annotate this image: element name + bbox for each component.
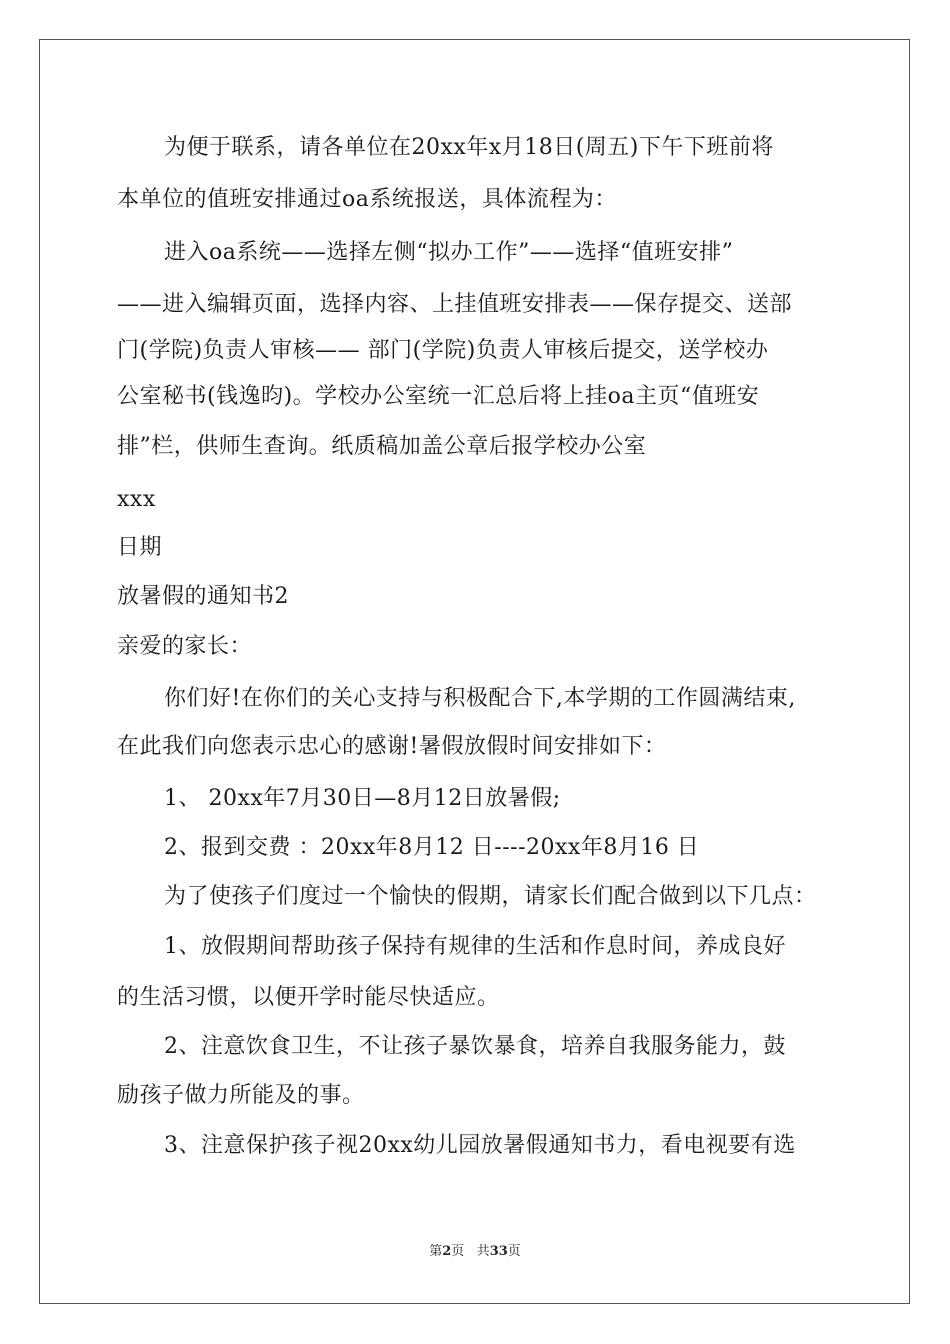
page-prefix: 第 [429, 1244, 443, 1259]
page-border [39, 39, 910, 1304]
paragraph-line: 公室秘书(钱逸昀)。学校办公室统一汇总后将上挂oa主页“值班安 [117, 384, 760, 409]
paragraph-line: 本单位的值班安排通过oa系统报送，具体流程为： [117, 187, 617, 212]
paragraph-line: 为了使孩子们度过一个愉快的假期，请家长们配合做到以下几点： [164, 884, 817, 909]
paragraph-line: 的生活习惯，以便开学时能尽快适应。 [117, 985, 500, 1010]
paragraph-line: 排”栏，供师生查询。纸质稿加盖公章后报学校办公室 [117, 434, 647, 459]
total-prefix: 共 [476, 1244, 490, 1259]
page-suffix: 页 [451, 1244, 465, 1259]
total-suffix: 页 [507, 1244, 521, 1259]
paragraph-line: 在此我们向您表示忠心的感谢!暑假放假时间安排如下： [117, 734, 667, 759]
signature-name: xxx [117, 487, 156, 512]
list-item: 1、放假期间帮助孩子保持有规律的生活和作息时间，养成良好 [164, 934, 786, 959]
paragraph-line: 励孩子做力所能及的事。 [117, 1083, 365, 1108]
signature-date: 日期 [117, 535, 163, 560]
paragraph-line: 门(学院)负责人审核—— 部门(学院)负责人审核后提交，送学校办 [117, 338, 769, 363]
list-item: 2、报到交费 ：20xx年8月12 日----20xx年8月16 日 [164, 835, 700, 860]
total-pages: 33 [489, 1244, 508, 1259]
paragraph-line: 进入oa系统——选择左侧“拟办工作”——选择“值班安排” [164, 240, 734, 265]
paragraph-line: ——进入编辑页面，选择内容、上挂值班安排表——保存提交、送部 [117, 292, 793, 317]
paragraph-line: 为便于联系，请各单位在20xx年x月18日(周五)下午下班前将 [164, 135, 774, 160]
section-title: 放暑假的通知书2 [117, 584, 289, 609]
list-item: 3、注意保护孩子视20xx幼儿园放暑假通知书力，看电视要有选 [164, 1133, 796, 1158]
page-footer [0, 1244, 950, 1260]
list-item: 2、注意饮食卫生，不让孩子暴饮暴食，培养自我服务能力，鼓 [164, 1034, 786, 1059]
list-item: 1、 20xx年7月30日—8月12日放暑假; [164, 786, 561, 811]
page-number: 2 [442, 1244, 452, 1259]
paragraph-line: 你们好!在你们的关心支持与积极配合下,本学期的工作圆满结束, [164, 686, 796, 711]
salutation: 亲爱的家长： [117, 634, 253, 659]
